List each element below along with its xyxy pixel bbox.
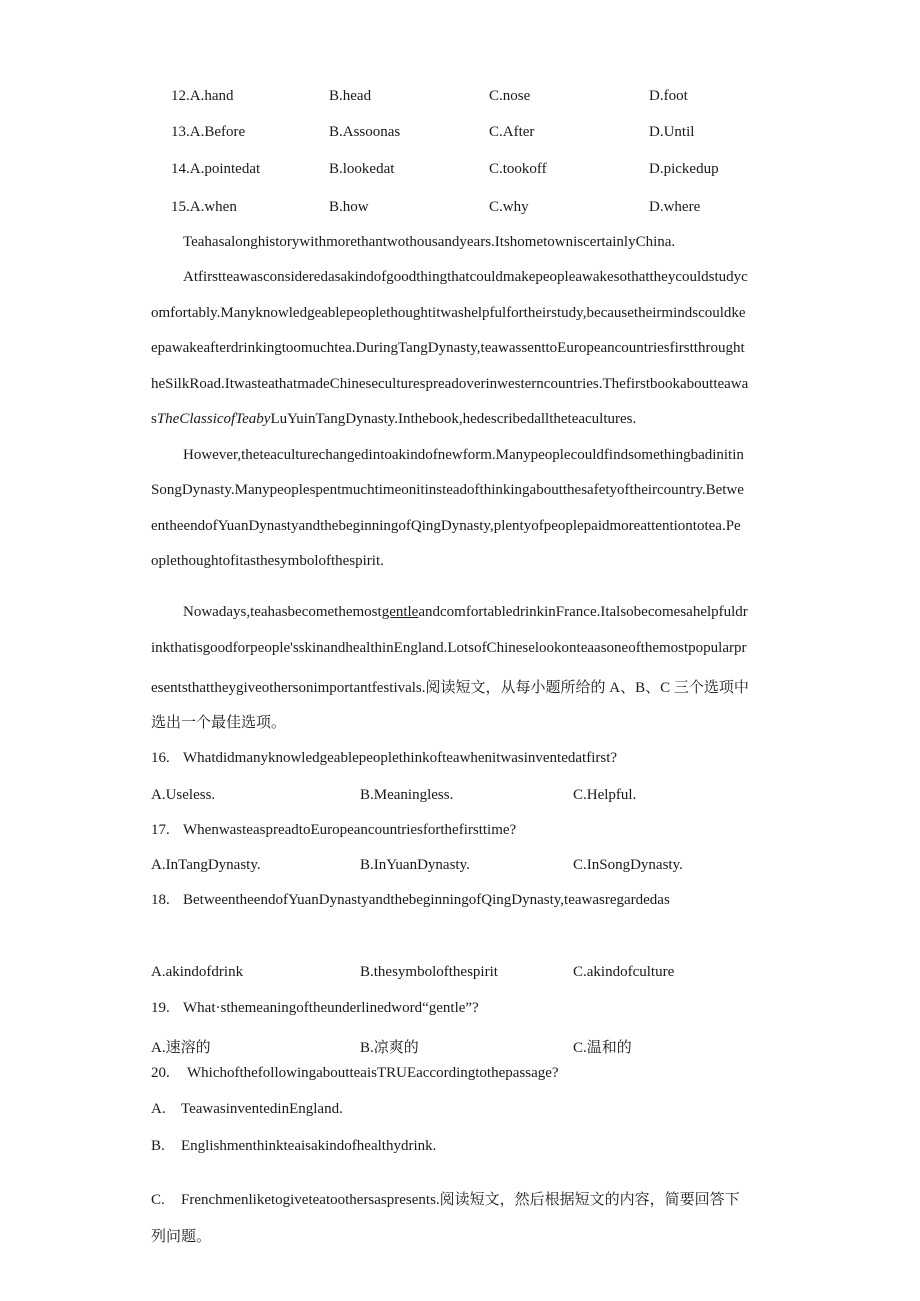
- paragraph-4-line: Nowadays,teahasbecomethemostgentleandcomfortabledrinkinFrance.Italsobecomesahelpfuldr: [183, 604, 748, 620]
- option-a: 15.A.when: [171, 199, 237, 215]
- question-18: 18. BetweentheendofYuanDynastyandthebeginningofQingDynasty,teawasregardedas: [151, 892, 670, 908]
- option-a: 12.A.hand: [171, 88, 234, 104]
- option-c: C.why: [489, 199, 529, 215]
- paragraph-4-line: esentsthattheygiveothersonimportantfestivals.阅读短文，从每小题所给的 A、B、C 三个选项中: [151, 680, 749, 696]
- answer-option: C.Helpful.: [573, 787, 637, 803]
- paragraph-3-line: entheendofYuanDynastyandthebeginningofQingDynasty,plentyofpeoplepaidmoreattentiontotea.Pe: [151, 518, 741, 534]
- option-d: D.foot: [649, 88, 688, 104]
- paragraph-2-line: sTheClassicofTeabyLuYuinTangDynasty.Inthebook,hedescribedalltheteacultures.: [151, 411, 637, 427]
- option-a: 13.A.Before: [171, 124, 246, 140]
- answer-option: A.速溶的: [151, 1040, 211, 1056]
- paragraph-2-line: epawakeafterdrinkingtoomuchtea.DuringTangDynasty,teawassenttoEuropeancountriesfirstthrought: [151, 340, 745, 356]
- option-b: B.head: [329, 88, 372, 104]
- question-17: 17. WhenwasteaspreadtoEuropeancountriesforthefirsttime?: [151, 822, 517, 838]
- answer-option: C.温和的: [573, 1040, 632, 1056]
- paragraph-4-line: 选出一个最佳选项。: [151, 715, 287, 731]
- option-d: D.Until: [649, 124, 695, 140]
- question-20: 20. WhichofthefollowingaboutteaisTRUEaccordingtothepassage?: [151, 1065, 559, 1081]
- paragraph-3-line: SongDynasty.Manypeoplespentmuchtimeonitinsteadofthinkingaboutthesafetyoftheircountry.Betwe: [151, 482, 744, 498]
- answer-option: C. Frenchmenliketogiveteatoothersaspresents.阅读短文，然后根据短文的内容，简要回答下: [151, 1192, 740, 1208]
- answer-option: A.InTangDynasty.: [151, 857, 261, 873]
- paragraph-3-line: However,theteaculturechangedintoakindofnewform.Manypeoplecouldfindsomethingbadinitin: [183, 447, 744, 463]
- paragraph-2-line: Atfirstteawasconsideredasakindofgoodthingthatcouldmakepeopleawakesothattheycouldstudyc: [183, 269, 748, 285]
- option-c: C.After: [489, 124, 535, 140]
- question-19: 19. What·sthemeaningoftheunderlinedword“gentle”?: [151, 1000, 479, 1016]
- answer-option: A. TeawasinventedinEngland.: [151, 1101, 343, 1117]
- paragraph-3-line: oplethoughtofitasthesymbolofthespirit.: [151, 553, 384, 569]
- option-b: B.Assoonas: [329, 124, 401, 140]
- question-16: 16. Whatdidmanyknowledgeablepeoplethinkofteawhenitwasinventedatfirst?: [151, 750, 618, 766]
- answer-option-continued: 列问题。: [151, 1229, 212, 1245]
- option-d: D.pickedup: [649, 161, 719, 177]
- underlined-word: gentle: [381, 604, 419, 620]
- option-c: C.tookoff: [489, 161, 547, 177]
- answer-option: A.akindofdrink: [151, 964, 244, 980]
- answer-option: C.InSongDynasty.: [573, 857, 683, 873]
- option-b: B.lookedat: [329, 161, 395, 177]
- option-d: D.where: [649, 199, 701, 215]
- answer-option: B.Meaningless.: [360, 787, 454, 803]
- option-c: C.nose: [489, 88, 531, 104]
- book-title: TheClassicofTeaby: [156, 411, 271, 427]
- answer-option: C.akindofculture: [573, 964, 675, 980]
- option-a: 14.A.pointedat: [171, 161, 261, 177]
- answer-option: B.InYuanDynasty.: [360, 857, 470, 873]
- paragraph-2-line: heSilkRoad.ItwasteathatmadeChineseculturespreadoverinwesterncountries.Thefirstbookaboutteawa: [151, 376, 749, 392]
- option-b: B.how: [329, 199, 369, 215]
- answer-option: B.thesymbolofthespirit: [360, 964, 498, 980]
- answer-option: A.Useless.: [151, 787, 216, 803]
- answer-option: B. Englishmenthinkteaisakindofhealthydrink.: [151, 1138, 437, 1154]
- paragraph-4-line: inkthatisgoodforpeople'sskinandhealthinEngland.LotsofChineselookonteaasoneofthemostpopularpr: [151, 640, 747, 656]
- paragraph-1: Teahasalonghistorywithmorethantwothousandyears.ItshometowniscertainlyChina.: [183, 234, 676, 250]
- answer-option: B.凉爽的: [360, 1040, 419, 1056]
- paragraph-2-line: omfortably.Manyknowledgeablepeoplethoughtitwashelpfulfortheirstudy,becausetheirmindscouldke: [151, 305, 746, 321]
